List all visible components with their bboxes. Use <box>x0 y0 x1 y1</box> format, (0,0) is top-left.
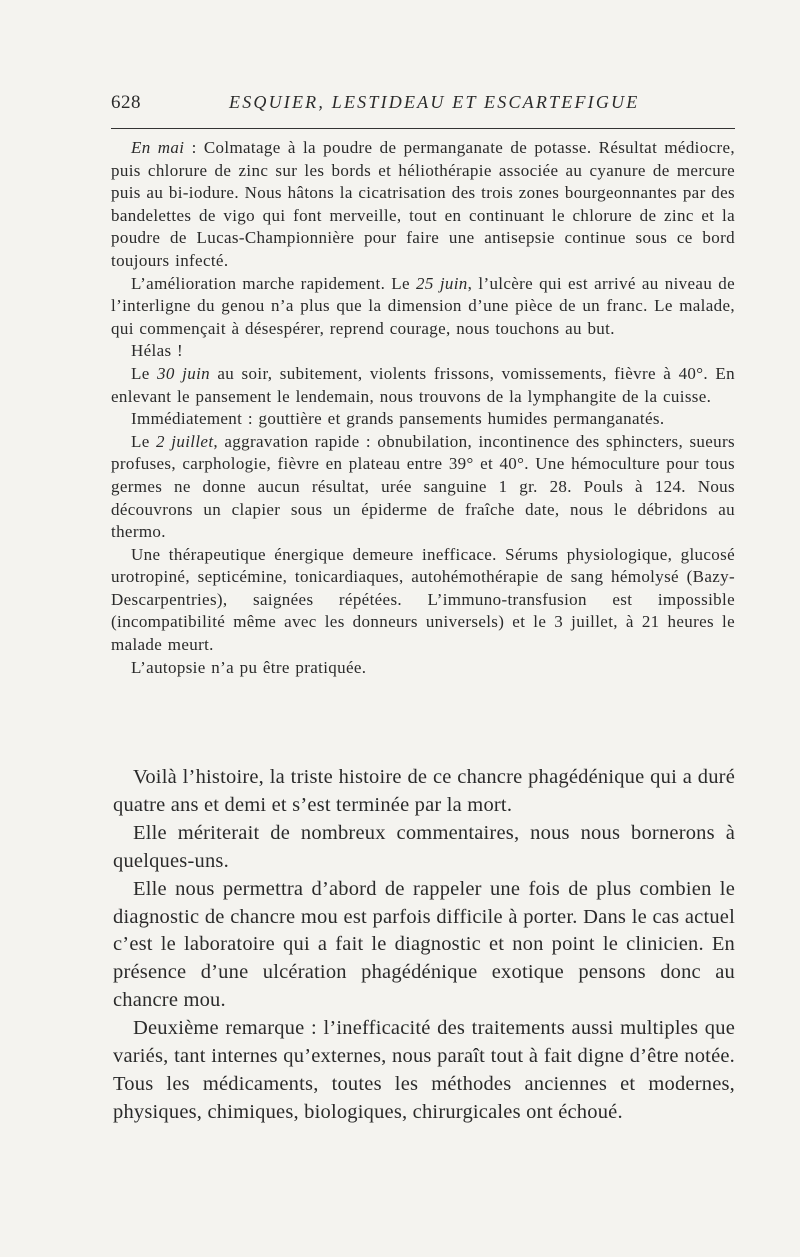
discussion-paragraph: Voilà l’histoire, la triste histoire de ce chancre phagédénique qui a duré quatre ans et demi et s’est terminée par la mort. <box>113 766 735 816</box>
page-header <box>111 92 735 122</box>
case-notes-paragraph <box>111 431 735 544</box>
paragraph-text: Le <box>131 363 158 383</box>
discussion-paragraph: Elle mériterait de nombreux commentaires, nous nous bornerons à quelques-uns. <box>113 821 735 872</box>
paragraph-text: au soir, subitement, violents frissons, vomissements, fièvre à 40°. En enlevant le pansement le lendemain, nous trouvons de la lymphangite de la cuisse. <box>111 363 736 406</box>
case-notes-paragraph <box>111 137 735 273</box>
paragraph-text: : Colmatage à la poudre de permanganate de potasse. Résultat médiocre, puis chlorure de zinc sur les bords et héliothérapie associée au cyanure de mercure puis au bi-iodure. Nous hâtons la cicatrisation des trois zones bourgeonnantes par des bandelettes de vigo qui font merveille, tout en continuant le chlorure de zinc et la poudre de Lucas-Championnière pour faire une antisepsie continue sous ce bord toujours infecté. <box>111 138 736 270</box>
italic-date: En mai <box>131 138 185 157</box>
paragraph-text: L’amélioration marche rapidement. Le <box>131 273 417 293</box>
case-notes-paragraph: L’autopsie n’a pu être pratiquée. <box>131 657 367 677</box>
paragraph-text: , aggravation rapide : obnubilation, incontinence des sphincters, sueurs profuses, carphologie, fièvre en plateau entre 39° et 40°. Une hémoculture pour tous germes ne donne aucun résultat, urée sanguine 1 gr. 28. Pouls à 124. Nous découvrons un clapier sous un épiderme de fraîche date, nous le débridons au thermo. <box>111 431 736 542</box>
italic-date: 30 juin <box>157 363 210 383</box>
case-notes-paragraph: Hélas ! <box>131 341 184 361</box>
running-head: ESQUIER, LESTIDEAU ET ESCARTEFIGUE <box>229 92 640 112</box>
paragraph-text: , l’ulcère qui est arrivé au niveau de l’interligne du genou n’a plus que la dimension d’une pièce de un franc. Le malade, qui commençait à désespérer, reprend courage, nous touchons au but. <box>111 273 736 338</box>
italic-date: 25 juin <box>416 273 468 293</box>
case-notes-paragraph <box>111 273 735 341</box>
case-notes-paragraph <box>111 363 735 408</box>
discussion-paragraph: Elle nous permettra d’abord de rappeler une fois de plus combien le diagnostic de chancre mou est parfois difficile à porter. Dans le cas actuel c’est le laboratoire qui a fait le diagnostic et non point le clinicien. En présence d’une ulcération phagédénique exotique pensons donc au chancre mou. <box>113 877 735 1012</box>
discussion <box>113 764 735 1127</box>
paragraph-text: Le <box>131 431 157 451</box>
page-number: 628 <box>111 92 141 113</box>
case-notes <box>111 137 735 679</box>
header-rule <box>111 128 735 129</box>
case-notes-paragraph: Une thérapeutique énergique demeure inefficace. Sérums physiologique, glucosé urotropiné, septicémine, tonicardiaques, autohémothérapie de sang hémolysé (Bazy-Descarpentries), saignées répétées. L’immuno-transfusion est impossible (incompatibilité même avec les donneurs universels) et le 3 juillet, à 21 heures le malade meurt. <box>111 544 735 655</box>
case-notes-paragraph: Immédiatement : gouttière et grands pansements humides permanganatés. <box>131 409 665 429</box>
italic-date: 2 juillet <box>156 431 214 451</box>
discussion-paragraph: Deuxième remarque : l’inefficacité des traitements aussi multiples que variés, tant internes qu’externes, nous paraît tout à fait digne d’être notée. Tous les médicaments, toutes les méthodes anciennes et modernes, physiques, chimiques, biologiques, chirurgicales ont échoué. <box>113 1017 735 1123</box>
